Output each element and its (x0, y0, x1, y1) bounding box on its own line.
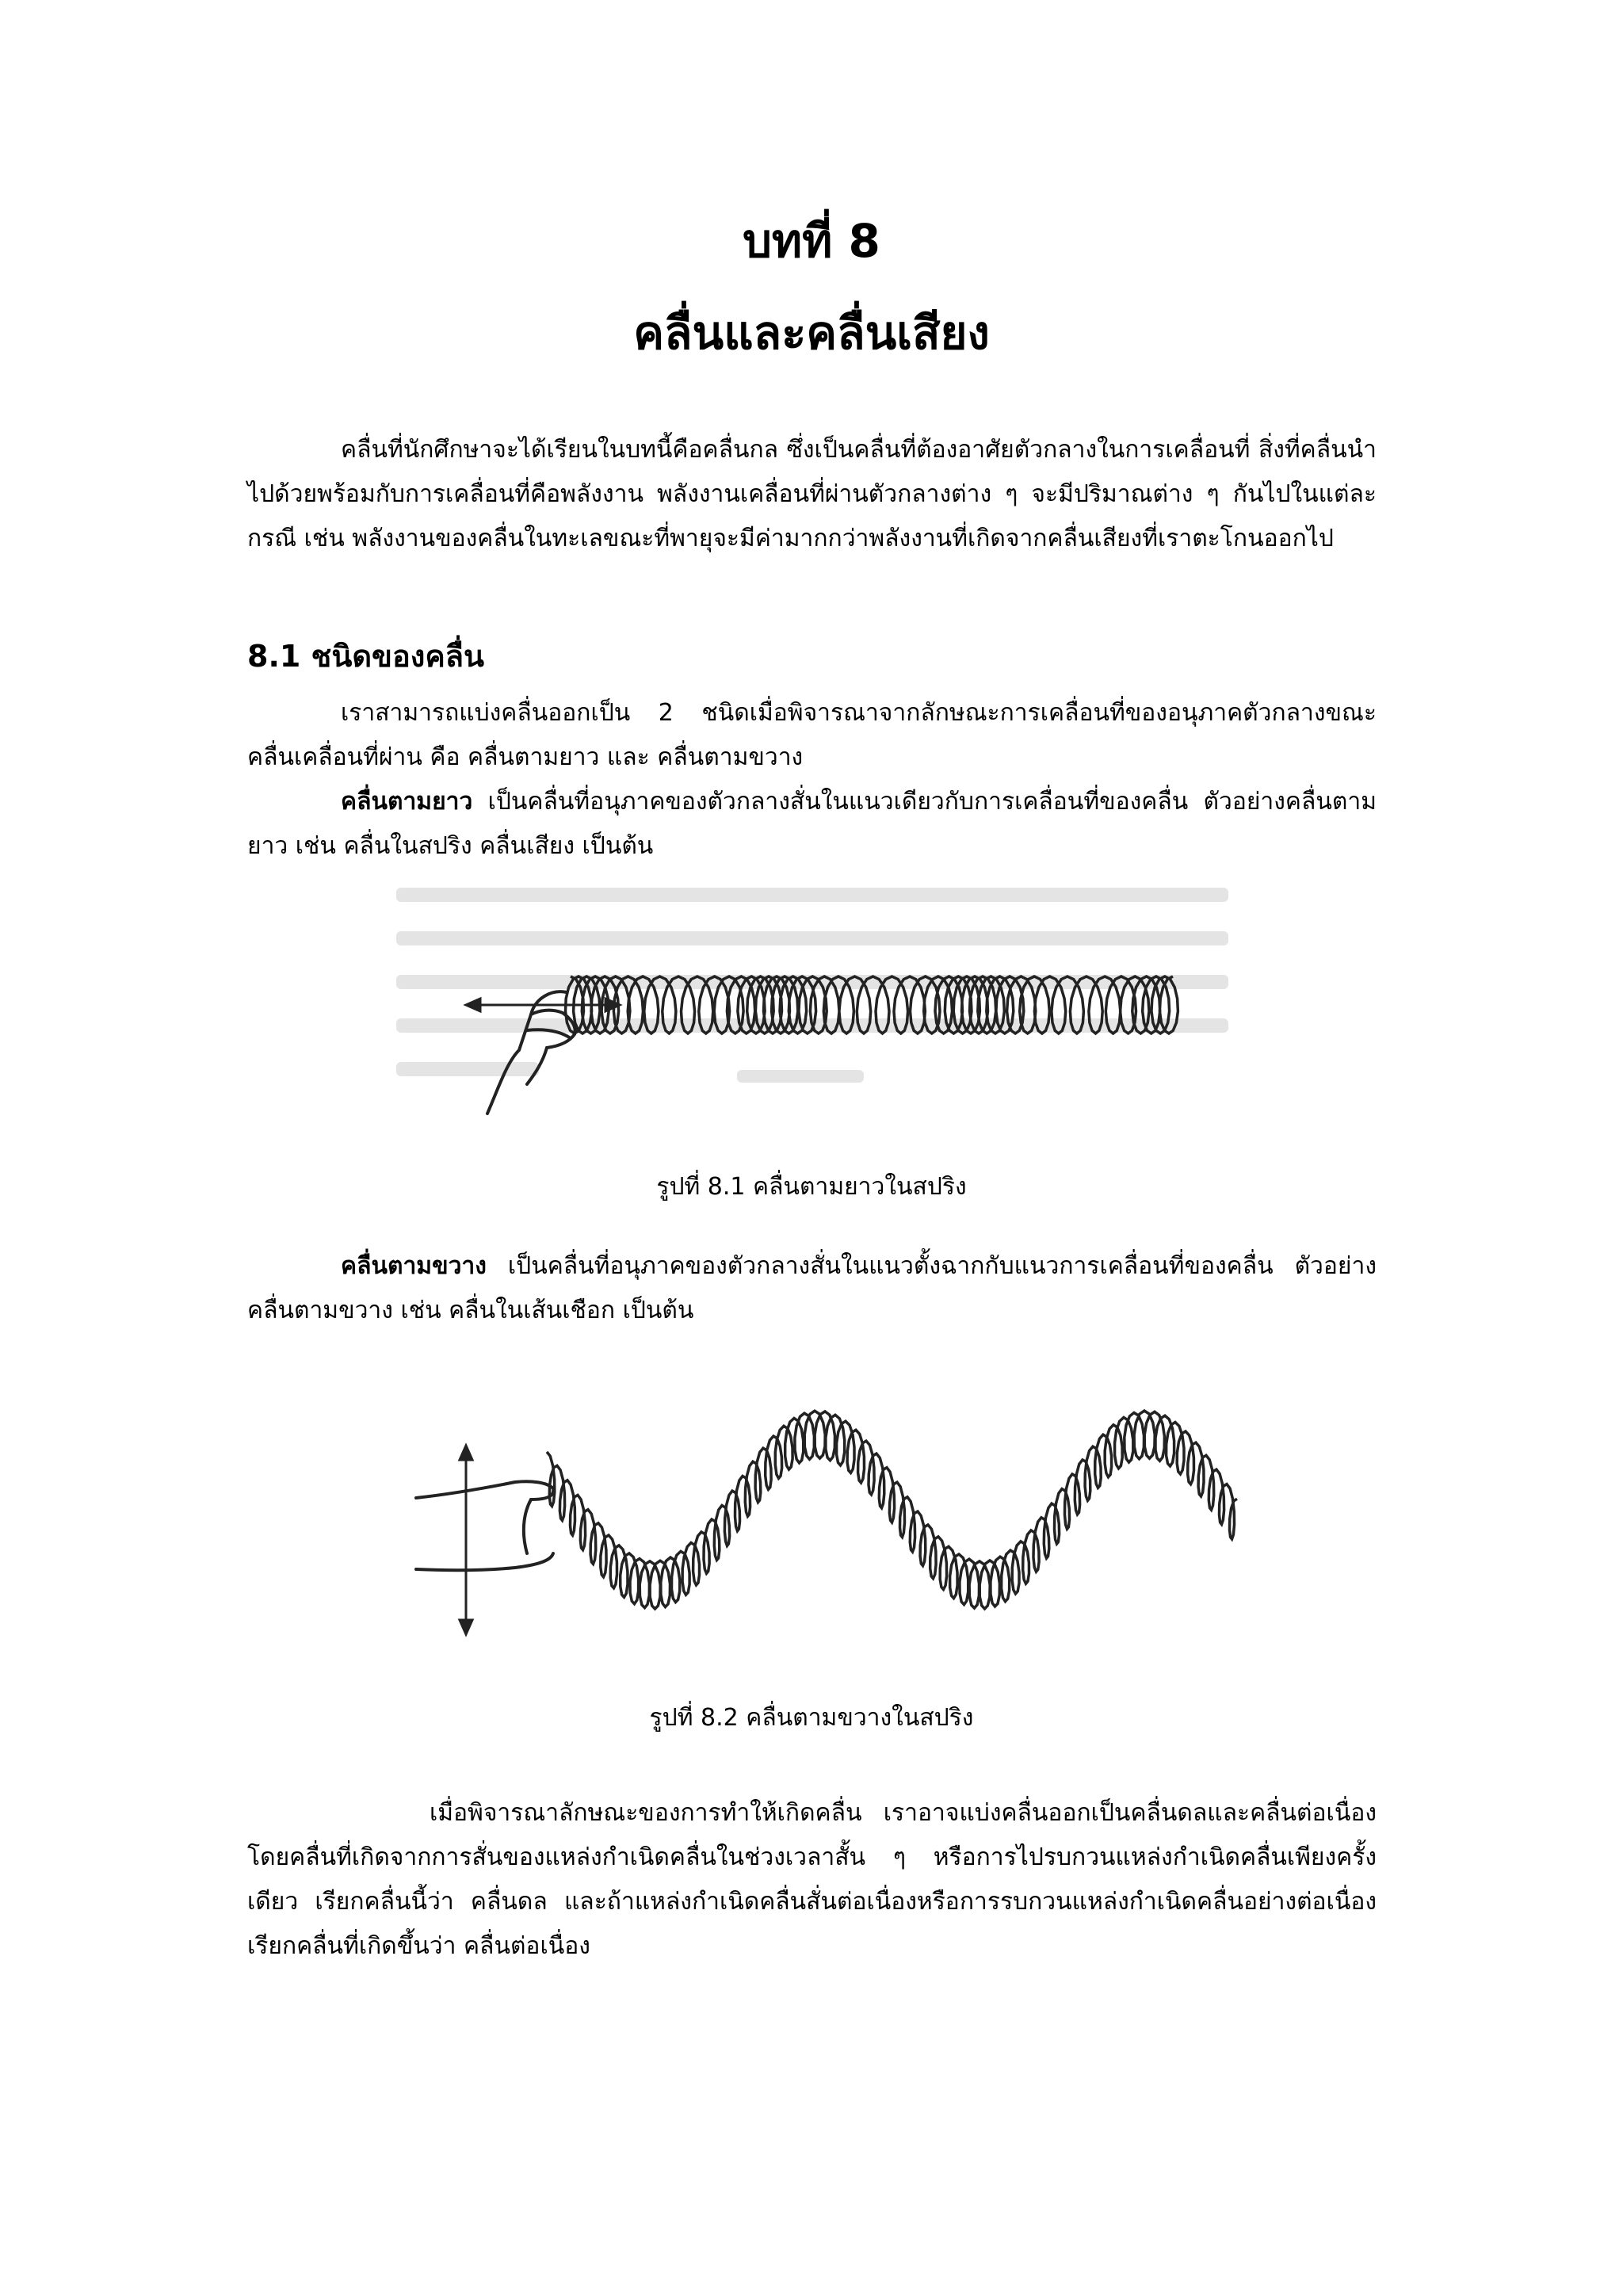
transverse-paragraph (247, 1244, 1377, 1333)
types-paragraph (247, 691, 1377, 780)
hand-icon (487, 991, 575, 1114)
chapter-title: คลื่นและคลื่นเสียง (633, 306, 990, 360)
figure-2-caption: รูปที่ 8.2 คลื่นตามขวางในสปริง (649, 1704, 974, 1732)
transverse-term: คลื่นตามขวาง (341, 1252, 487, 1280)
longitudinal-spring-figure (380, 872, 1244, 1157)
pulse-text: เมื่อพิจารณาลักษณะของการทำให้เกิดคลื่น เราอาจแบ่งคลื่นออกเป็นคลื่นดลและคลื่นต่อเนื่อง โดยคลื่นที่เกิดจากการสั่นของแหล่งกำเนิดคลื่นในช่วงเวลาสั้น ๆ หรือการไปรบกวนแหล่งกำเนิดคลื่นเพียงครั้งเดียว เรียกคลื่นนี้ว่า คลื่นดล และถ้าแหล่งกำเนิดคลื่นสั่นต่อเนื่องหรือการรบกวนแหล่งกำเนิดคลื่นอย่างต่อเนื่อง เรียกคลื่นที่เกิดขึ้นว่า คลื่นต่อเนื่อง (247, 1799, 1377, 1960)
transverse-spring-figure (396, 1363, 1268, 1648)
longitudinal-paragraph (247, 780, 1377, 869)
pulse-paragraph (247, 1791, 1377, 1969)
longitudinal-text: เป็นคลื่นที่อนุภาคของตัวกลางสั่นในแนวเดียวกับการเคลื่อนที่ของคลื่น ตัวอย่างคลื่นตามยาว เช่น คลื่นในสปริง คลื่นเสียง เป็นต้น (247, 788, 1377, 860)
vertical-arrow-icon (460, 1446, 472, 1634)
longitudinal-term: คลื่นตามยาว (341, 788, 473, 816)
figure-1-caption: รูปที่ 8.1 คลื่นตามยาวในสปริง (656, 1173, 967, 1201)
intro-text: คลื่นที่นักศึกษาจะได้เรียนในบทนี้คือคลื่นกล ซึ่งเป็นคลื่นที่ต้องอาศัยตัวกลางในการเคลื่อนที่ สิ่งที่คลื่นนำไปด้วยพร้อมกับการเคลื่อนที่คือพลังงาน พลังงานเคลื่อนที่ผ่านตัวกลางต่าง ๆ จะมีปริมาณต่าง ๆ กันไปในแต่ละกรณี เช่น พลังงานของคลื่นในทะเลขณะที่พายุจะมีค่ามากกว่าพลังงานที่เกิดจากคลื่นเสียงที่เราตะโกนออกไป (247, 436, 1377, 552)
spring-coils (547, 1411, 1237, 1609)
types-text: เราสามารถแบ่งคลื่นออกเป็น 2 ชนิดเมื่อพิจารณาจากลักษณะการเคลื่อนที่ของอนุภาคตัวกลางขณะคลื่นเคลื่อนที่ผ่าน คือ คลื่นตามยาว และ คลื่นตามขวาง (247, 699, 1377, 771)
section-heading: 8.1 ชนิดของคลื่น (247, 639, 485, 674)
hand-icon (416, 1481, 553, 1570)
intro-paragraph (247, 428, 1377, 561)
chapter-number: บทที่ 8 (743, 214, 880, 268)
transverse-text: เป็นคลื่นที่อนุภาคของตัวกลางสั่นในแนวตั้งฉากกับแนวการเคลื่อนที่ของคลื่น ตัวอย่างคลื่นตามขวาง เช่น คลื่นในเส้นเชือก เป็นต้น (247, 1252, 1377, 1324)
